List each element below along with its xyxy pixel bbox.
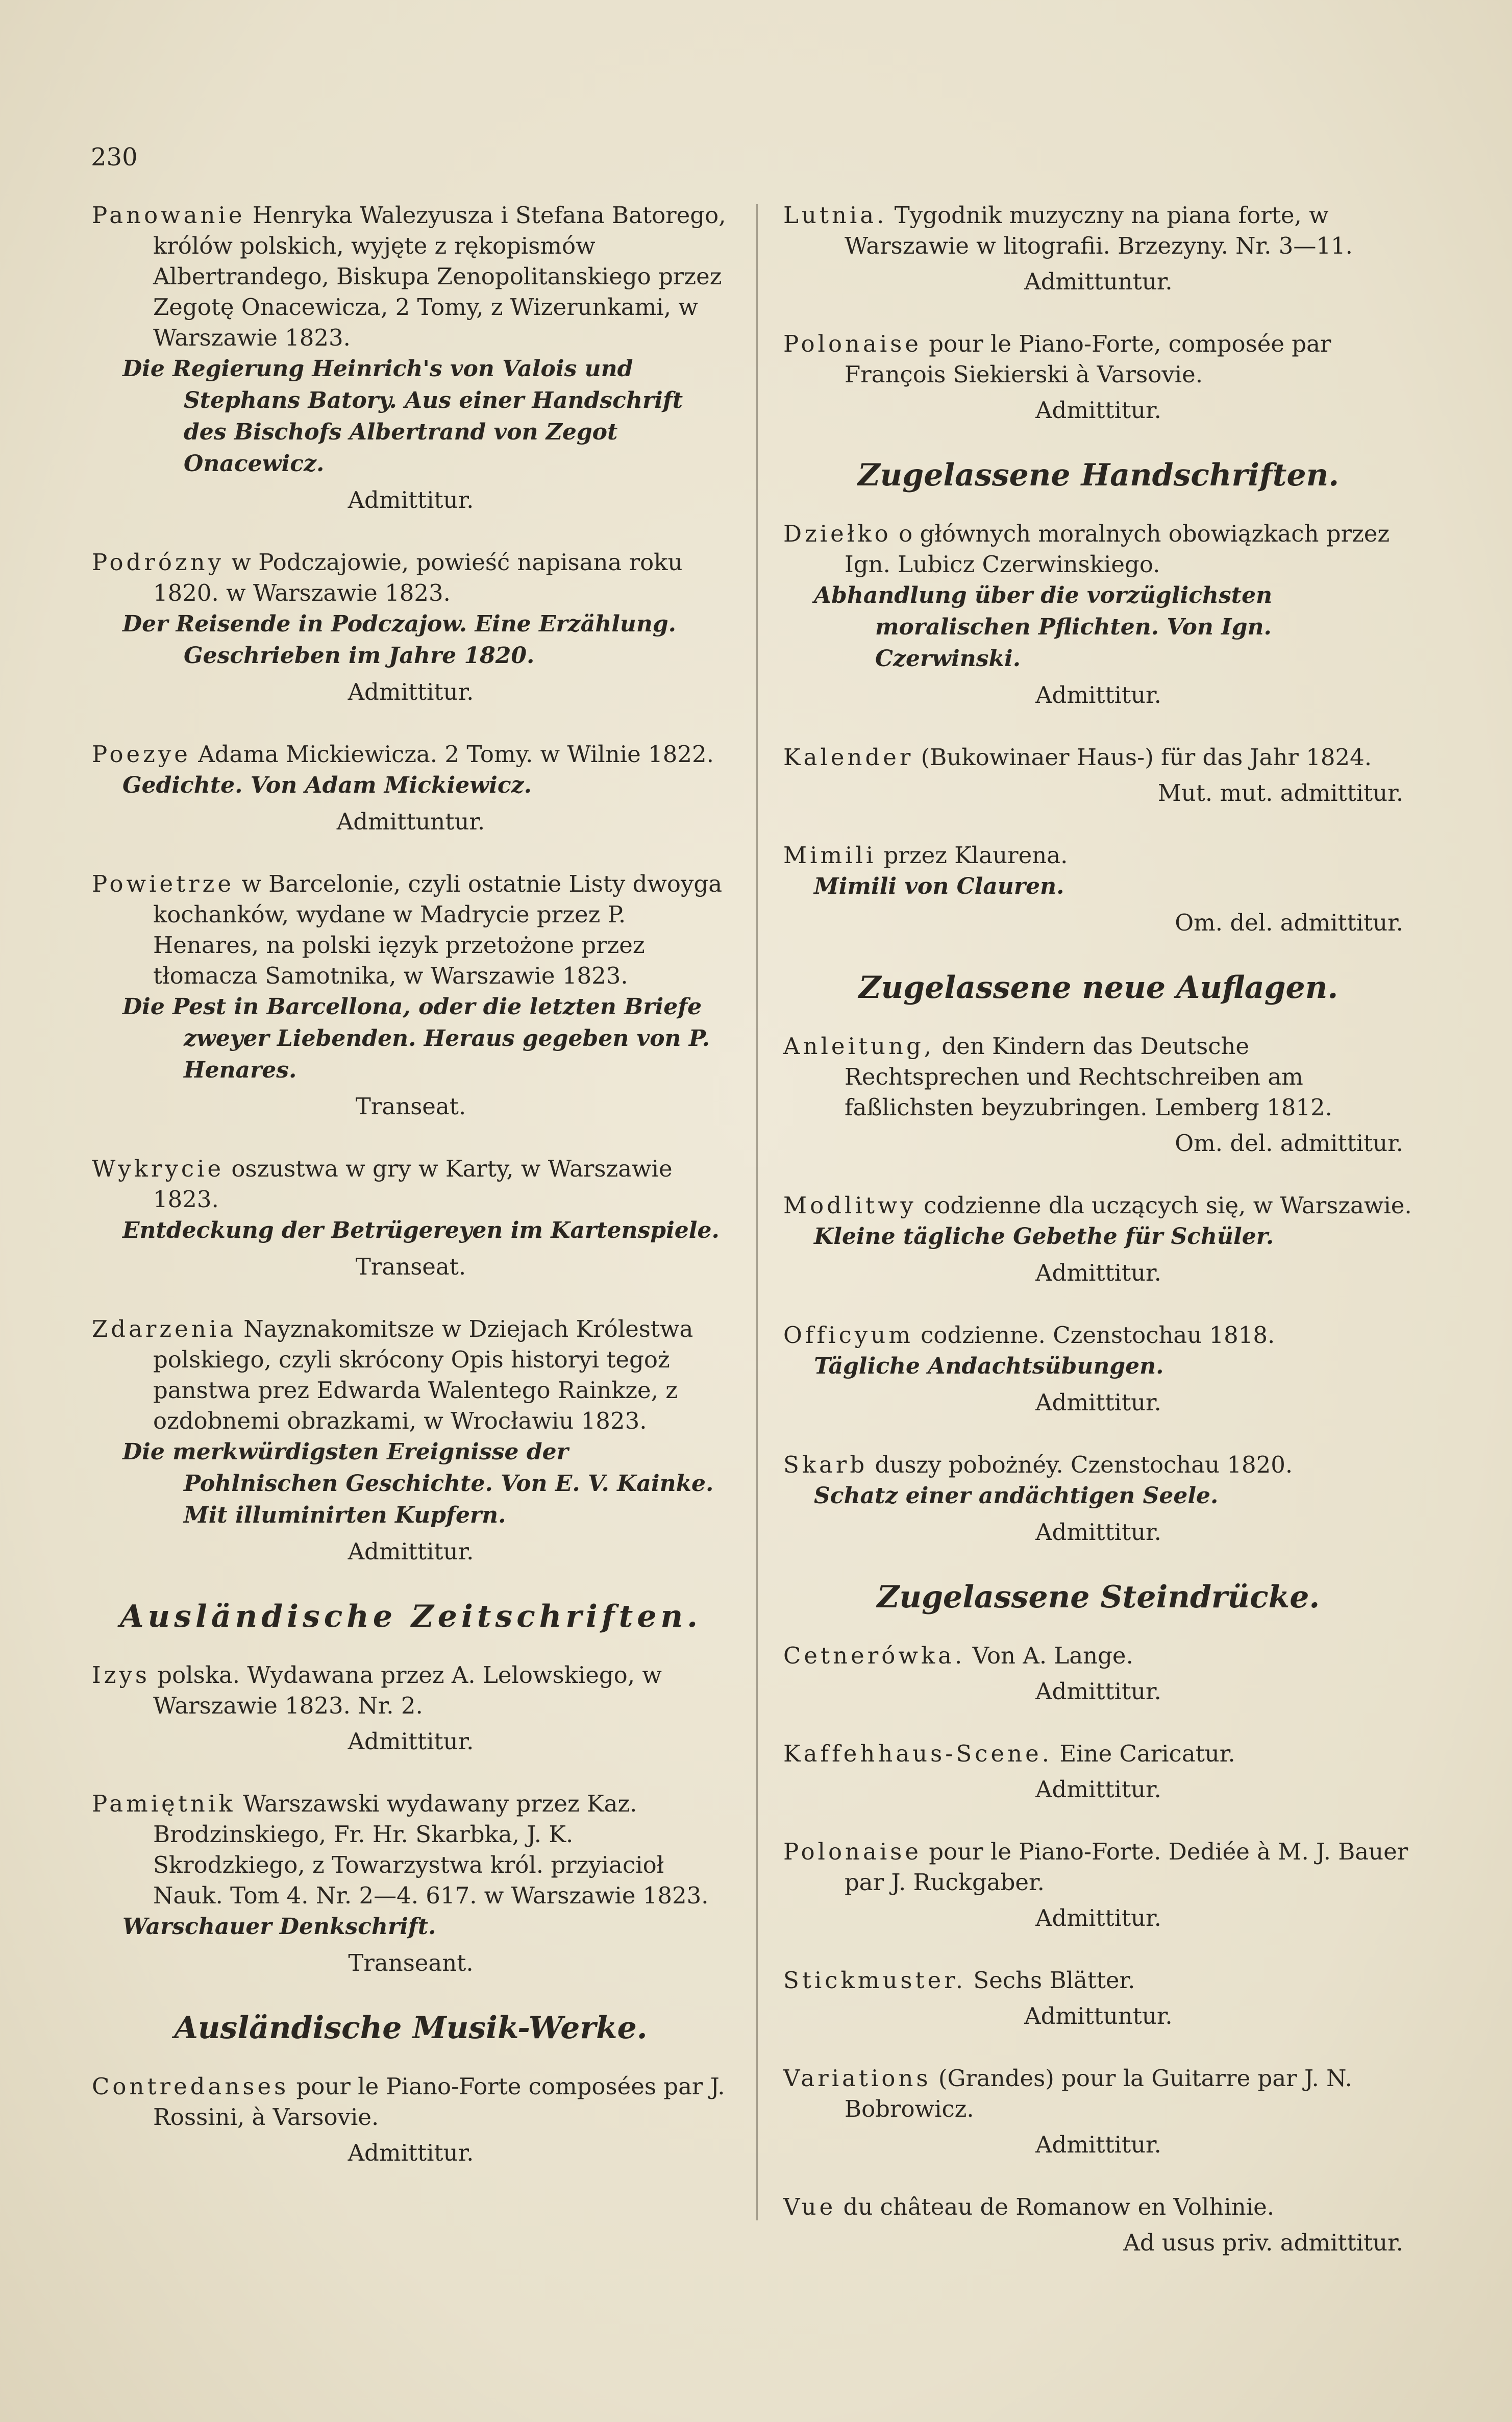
entry-decision: Admittuntur. — [336, 808, 485, 835]
entry-decision: Admittitur. — [348, 1538, 474, 1565]
right-entries-a — [783, 200, 1414, 427]
right-entries-c — [783, 1031, 1414, 1549]
column-divider — [756, 204, 758, 2220]
entry-title-pl: Variations (Grandes) pour la Guitarre par J. N. Bobrowicz. — [783, 2065, 1352, 2122]
entry-decision: Transeat. — [355, 1093, 466, 1120]
entry-title-pl: Modlitwy codzienne dla uczących się, w Warszawie. — [783, 1192, 1412, 1219]
entry-decision: Transeant. — [348, 1949, 474, 1976]
entry — [783, 200, 1414, 298]
entry — [783, 1190, 1414, 1289]
entry-decision: Admittitur. — [348, 486, 474, 513]
entry-title-pl: Polonaise pour le Piano-Forte. Dediée à M. J. Bauer par J. Ruckgaber. — [783, 1838, 1408, 1896]
entry-title-de: Abhandlung über die vorzüglichsten moralischen Pflichten. Von Ign. Czerwinski. — [814, 582, 1273, 672]
entry — [92, 200, 730, 517]
entry — [783, 1450, 1414, 1549]
entry-decision: Admittitur. — [1035, 681, 1161, 708]
entry — [92, 869, 730, 1123]
entry-decision: Om. del. admittitur. — [1175, 909, 1403, 936]
entry-decision: Admittitur. — [1035, 1259, 1161, 1286]
entry-decision: Transeat. — [355, 1253, 466, 1280]
entry — [92, 547, 730, 708]
entry-title-de: Entdeckung der Betrügereyen im Kartenspiele. — [122, 1217, 720, 1243]
entry — [92, 739, 730, 838]
entry — [92, 2071, 730, 2169]
entry — [783, 2192, 1414, 2259]
entry — [783, 519, 1414, 712]
entry — [92, 1660, 730, 1758]
section-heading: Zugelassene Steindrücke. — [877, 1579, 1320, 1615]
entry-title-pl: Zdarzenia Nayznakomitsze w Dziejach Królestwa polskiego, czyli skrócony Opis historyi tegoż panstwa prez Edwarda Walentego Rainkze, z ozdobnemi obrazkami, w Wrocławiu 1823. — [92, 1315, 693, 1434]
entry-title-pl: Contredanses pour le Piano-Forte composées par J. Rossini, à Varsovie. — [92, 2073, 725, 2131]
entry-title-pl: Cetnerówka. Von A. Lange. — [783, 1642, 1133, 1669]
entry-title-pl: Polonaise pour le Piano-Forte, composée par François Siekierski à Varsovie. — [783, 330, 1331, 388]
entry-title-pl: Podrózny w Podczajowie, powieść napisana roku 1820. w Warszawie 1823. — [92, 549, 683, 606]
entry-title-de: Die Regierung Heinrich's von Valois und Stephans Batory. Aus einer Handschrift des Bischofs Albertrand von Zegot Onacewicz. — [122, 356, 683, 477]
entry-title-pl: Anleitung, den Kindern das Deutsche Rechtsprechen und Rechtschreiben am faßlichsten beyzubringen. Lemberg 1812. — [783, 1033, 1332, 1121]
entry — [783, 840, 1414, 939]
entry-decision: Admittitur. — [1035, 1904, 1161, 1931]
entry — [783, 1837, 1414, 1935]
entry-title-pl: Kalender (Bukowinaer Haus-) für das Jahr 1824. — [783, 744, 1372, 771]
entry-title-pl: Izys polska. Wydawana przez A. Lelowskiego, w Warszawie 1823. Nr. 2. — [92, 1661, 662, 1719]
entry-decision: Admittitur. — [348, 2139, 474, 2166]
left-column — [92, 200, 730, 2200]
entry-title-de: Die Pest in Barcellona, oder die letzten Briefe zweyer Liebenden. Heraus gegeben von P. Henares. — [122, 994, 710, 1083]
entry-title-pl: Lutnia. Tygodnik muzyczny na piana forte, w Warszawie w litografii. Brzezyny. Nr. 3—11. — [783, 202, 1353, 259]
right-entries-d — [783, 1641, 1414, 2259]
entry-decision: Admittitur. — [1035, 1678, 1161, 1705]
entry-title-de: Der Reisende in Podczajow. Eine Erzählung. Geschrieben im Jahre 1820. — [122, 611, 676, 669]
entry — [783, 1641, 1414, 1708]
entry-title-pl: Skarb duszy pobożnéy. Czenstochau 1820. — [783, 1451, 1293, 1478]
entry — [92, 1789, 730, 1979]
entry-decision: Admittitur. — [348, 1728, 474, 1755]
entry-decision: Ad usus priv. admittitur. — [1123, 2229, 1403, 2256]
entry-decision: Admittitur. — [1035, 1519, 1161, 1546]
entry-decision: Admittuntur. — [1024, 2002, 1173, 2029]
entry-title-pl: Vue du château de Romanow en Volhinie. — [783, 2193, 1275, 2220]
entry-title-pl: Dziełko o głównych moralnych obowiązkach przez Ign. Lubicz Czerwinskiego. — [783, 520, 1390, 578]
left-entries-c — [92, 2071, 730, 2169]
entry-decision: Admittitur. — [1035, 397, 1161, 424]
entry — [783, 1739, 1414, 1806]
entry-title-pl: Kaffehhaus-Scene. Eine Caricatur. — [783, 1740, 1235, 1767]
entry-title-pl: Wykrycie oszustwa w gry w Karty, w Warszawie 1823. — [92, 1155, 673, 1213]
entry-title-pl: Mimili przez Klaurena. — [783, 842, 1068, 869]
section-heading: Ausländische Zeitschriften. — [119, 1599, 702, 1634]
entry-decision: Admittitur. — [1035, 1389, 1161, 1416]
entry — [783, 1965, 1414, 2033]
entry-decision: Admittitur. — [1035, 2131, 1161, 2158]
left-entries-a — [92, 200, 730, 1568]
entry-decision: Admittuntur. — [1024, 268, 1173, 295]
entry — [783, 329, 1414, 427]
entry-title-de: Warschauer Denkschrift. — [122, 1914, 436, 1940]
entry — [783, 1320, 1414, 1419]
entry-title-de: Die merkwürdigsten Ereignisse der Pohlnischen Geschichte. Von E. V. Kainke. Mit illuminirten Kupfern. — [122, 1439, 714, 1528]
entry-title-de: Kleine tägliche Gebethe für Schüler. — [814, 1224, 1274, 1250]
section-heading: Ausländische Musik-Werke. — [174, 2010, 648, 2046]
entry-title-pl: Officyum codzienne. Czenstochau 1818. — [783, 1322, 1275, 1349]
page-number: 230 — [91, 143, 138, 172]
entry-title-de: Gedichte. Von Adam Mickiewicz. — [122, 772, 532, 798]
entry-title-pl: Powietrze w Barcelonie, czyli ostatnie Listy dwoyga kochanków, wydane w Madrycie przez P. Henares, na polski ięzyk przetożone przez tłomacza Samotnika, w Warszawie 1823. — [92, 870, 723, 989]
right-entries-b — [783, 519, 1414, 939]
section-heading: Zugelassene neue Auflagen. — [858, 970, 1339, 1006]
entry-decision: Admittitur. — [1035, 1776, 1161, 1803]
left-entries-b — [92, 1660, 730, 1979]
entry — [92, 1314, 730, 1568]
entry-decision: Mut. mut. admittitur. — [1157, 779, 1403, 806]
entry-title-de: Schatz einer andächtigen Seele. — [814, 1483, 1219, 1509]
entry-title-pl: Stickmuster. Sechs Blätter. — [783, 1967, 1135, 1994]
entry-title-pl: Poezye Adama Mickiewicza. 2 Tomy. w Wilnie 1822. — [92, 741, 714, 768]
entry — [92, 1154, 730, 1283]
entry-title-pl: Panowanie Henryka Walezyusza i Stefana Batorego, królów polskich, wyjęte z rękopismów Albertrandego, Biskupa Zenopolitanskiego przez Zegotę Onacewicza, 2 Tomy, z Wizerunkami, w Warszawie 1823. — [92, 202, 726, 351]
section-heading: Zugelassene Handschriften. — [857, 457, 1340, 493]
entry-title-pl: Pamiętnik Warszawski wydawany przez Kaz. Brodzinskiego, Fr. Hr. Skarbka, J. K. Skrodzkiego, z Towarzystwa król. przyiacioł Nauk. Tom 4. Nr. 2—4. 617. w Warszawie 1823. — [92, 1790, 709, 1909]
entry-title-de: Mimili von Clauren. — [814, 873, 1064, 899]
entry-title-de: Tägliche Andachtsübungen. — [814, 1353, 1164, 1379]
entry-decision: Admittitur. — [348, 678, 474, 705]
entry — [783, 742, 1414, 810]
entry — [783, 1031, 1414, 1160]
entry-decision: Om. del. admittitur. — [1175, 1130, 1403, 1157]
entry — [783, 2063, 1414, 2161]
right-column — [783, 200, 1414, 2290]
